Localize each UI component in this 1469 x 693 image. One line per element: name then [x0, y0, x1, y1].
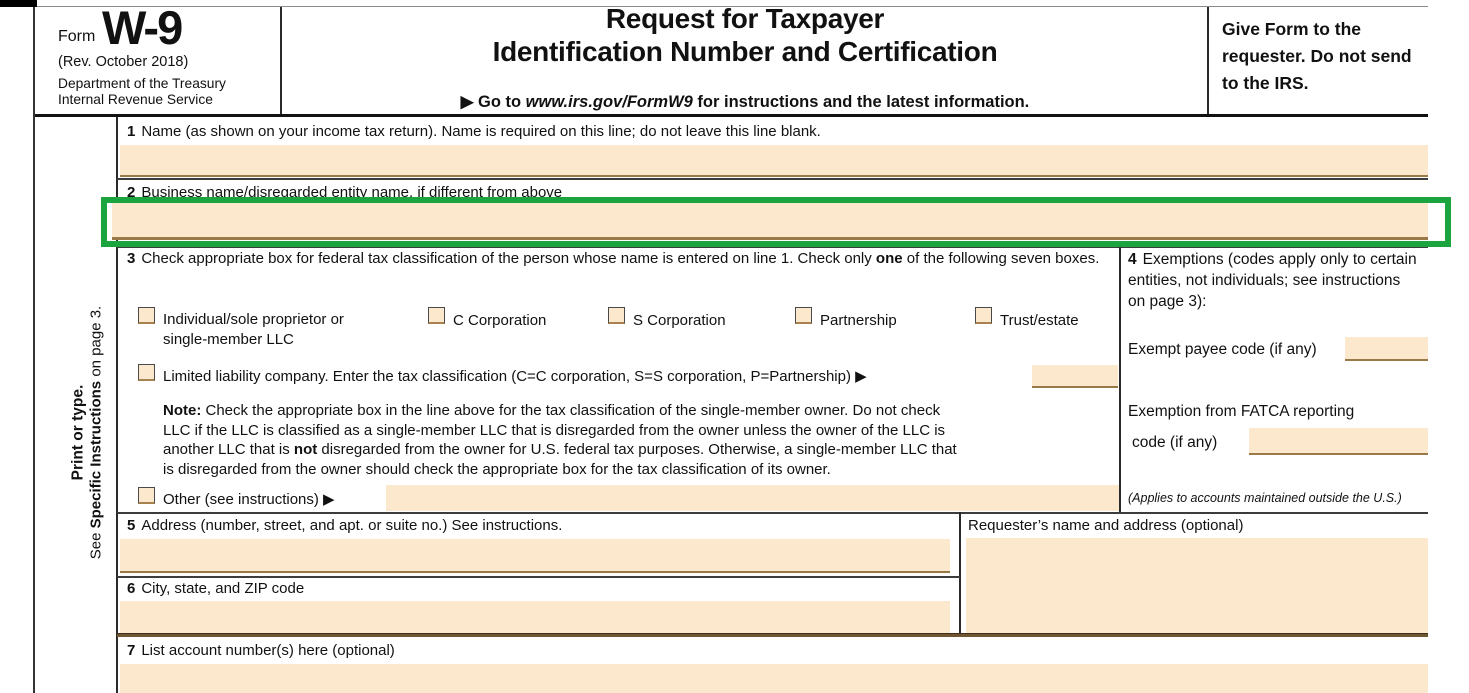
- goto-instructions: [285, 92, 1205, 112]
- form-number: W-9: [102, 1, 182, 54]
- checkbox-c-corporation[interactable]: [428, 307, 445, 324]
- form-department: Department of the Treasury: [58, 76, 226, 91]
- option-c-corporation-label: C Corporation: [453, 312, 547, 329]
- option-partnership-label: Partnership: [820, 312, 897, 329]
- goto-link[interactable]: www.irs.gov/FormW9: [525, 93, 693, 111]
- header-bottom-rule: [33, 114, 1428, 117]
- goto-post: for instructions and the latest information.: [692, 93, 1030, 111]
- note-line-4: is disregarded from the owner should check the appropriate box for the tax classification of its owner.: [163, 460, 831, 478]
- line7-label-text: List account number(s) here (optional): [141, 642, 395, 659]
- fatca-code-input[interactable]: [1249, 428, 1428, 455]
- requester-divider: [959, 512, 961, 635]
- checkbox-llc[interactable]: [138, 364, 155, 381]
- line7-number: 7: [127, 642, 136, 659]
- line3-number: 3: [127, 250, 136, 267]
- line2-number: 2: [127, 184, 136, 201]
- line2-label: [127, 183, 562, 202]
- business-name-input[interactable]: [112, 203, 1428, 240]
- line1-label-text: Name (as shown on your income tax return). Name is required on this line; do not leave this line blank.: [141, 123, 821, 140]
- form-title: [285, 2, 1205, 68]
- page-corner-mark: [0, 0, 37, 7]
- line3-note: [163, 401, 957, 479]
- checkbox-other[interactable]: [138, 487, 155, 504]
- row-divider-1: [117, 178, 1428, 180]
- checkbox-trust-estate[interactable]: [975, 307, 992, 324]
- line5-label-text: Address (number, street, and apt. or suite no.) See instructions.: [141, 517, 563, 534]
- line1-label: [127, 122, 821, 141]
- line3-label-bold: one: [875, 250, 903, 267]
- sidebar-line2-bold: Specific Instructions: [87, 380, 105, 529]
- form-title-line1: Request for Taxpayer: [605, 3, 885, 34]
- line3-label: [127, 249, 1122, 268]
- line1-number: 1: [127, 123, 136, 140]
- checkbox-individual-sole-proprietor[interactable]: [138, 307, 155, 324]
- goto-arrow-pre: ▶ Go to: [460, 93, 526, 111]
- header-divider-right: [1207, 7, 1209, 116]
- line3-label-pre: Check appropriate box for federal tax classification of the person whose name is entered on line 1. Check only: [141, 250, 876, 267]
- line4-label: [1128, 249, 1418, 312]
- other-input[interactable]: [386, 485, 1119, 511]
- note-line-1: Note: Check the appropriate box in the line above for the tax classification of the single-member owner. Do not check: [163, 402, 941, 419]
- fatca-applies-note: (Applies to accounts maintained outside the U.S.): [1128, 491, 1402, 505]
- row-divider-3: [117, 512, 1428, 514]
- llc-classification-input[interactable]: [1032, 365, 1118, 388]
- form-revision: (Rev. October 2018): [58, 54, 189, 70]
- account-numbers-input[interactable]: [120, 664, 1428, 693]
- line6-number: 6: [127, 580, 136, 597]
- form-agency: Internal Revenue Service: [58, 92, 213, 107]
- line5-number: 5: [127, 517, 136, 534]
- give-form-note: Give Form to the requester. Do not send to the IRS.: [1222, 19, 1412, 93]
- form-left-border: [33, 7, 35, 693]
- thick-brown-rule: [117, 633, 1428, 637]
- row-divider-2: [117, 246, 1428, 248]
- form-word: Form: [58, 28, 96, 45]
- option-individual-label: Individual/sole proprietor or single-member LLC: [163, 311, 344, 348]
- sidebar-line2: [88, 223, 105, 643]
- exempt-payee-code-input[interactable]: [1345, 337, 1428, 361]
- line6-label-text: City, state, and ZIP code: [141, 580, 305, 597]
- exempt-payee-label: Exempt payee code (if any): [1128, 341, 1317, 358]
- option-s-corporation-label: S Corporation: [633, 312, 726, 329]
- sidebar-print-or-type: [70, 223, 105, 643]
- checkbox-partnership[interactable]: [795, 307, 812, 324]
- llc-label: Limited liability company. Enter the tax classification (C=C corporation, S=S corporation, P=Partnership) ▶: [163, 368, 867, 385]
- form-title-line2: Identification Number and Certification: [492, 36, 998, 67]
- section4-divider: [1119, 246, 1121, 512]
- address-input[interactable]: [120, 539, 950, 573]
- sidebar-line1: Print or type.: [69, 384, 87, 481]
- requester-label: Requester’s name and address (optional): [968, 517, 1244, 534]
- row-divider-4: [117, 576, 960, 578]
- sidebar-line2-pre: See: [87, 528, 105, 560]
- requester-name-address-input[interactable]: [966, 538, 1428, 633]
- name-input[interactable]: [120, 145, 1428, 177]
- header-divider-left: [280, 7, 282, 116]
- checkbox-s-corporation[interactable]: [608, 307, 625, 324]
- city-state-zip-input[interactable]: [120, 601, 950, 633]
- line7-label: [127, 641, 395, 660]
- line3-label-post: of the following seven boxes.: [902, 250, 1100, 267]
- line2-label-text: Business name/disregarded entity name, if different from above: [141, 184, 563, 201]
- line6-label: [127, 579, 304, 598]
- fatca-label-line2: code (if any): [1132, 434, 1218, 451]
- note-line-3: another LLC that is not disregarded from the owner for U.S. federal tax purposes. Otherwise, a single-member LLC that: [163, 441, 957, 459]
- option-trust-estate-label: Trust/estate: [1000, 312, 1079, 329]
- note-line-2: LLC if the LLC is classified as a single-member LLC that is disregarded from the owner unless the owner of the LLC is: [163, 421, 946, 439]
- other-label: Other (see instructions) ▶: [163, 491, 335, 508]
- line5-label: [127, 516, 562, 535]
- line4-label-text: Exemptions (codes apply only to certain entities, not individuals; see instructions on page 3):: [1128, 251, 1417, 310]
- sidebar-line2-post: on page 3.: [87, 305, 105, 381]
- line4-number: 4: [1128, 251, 1137, 268]
- fatca-label-line1: Exemption from FATCA reporting: [1128, 403, 1355, 420]
